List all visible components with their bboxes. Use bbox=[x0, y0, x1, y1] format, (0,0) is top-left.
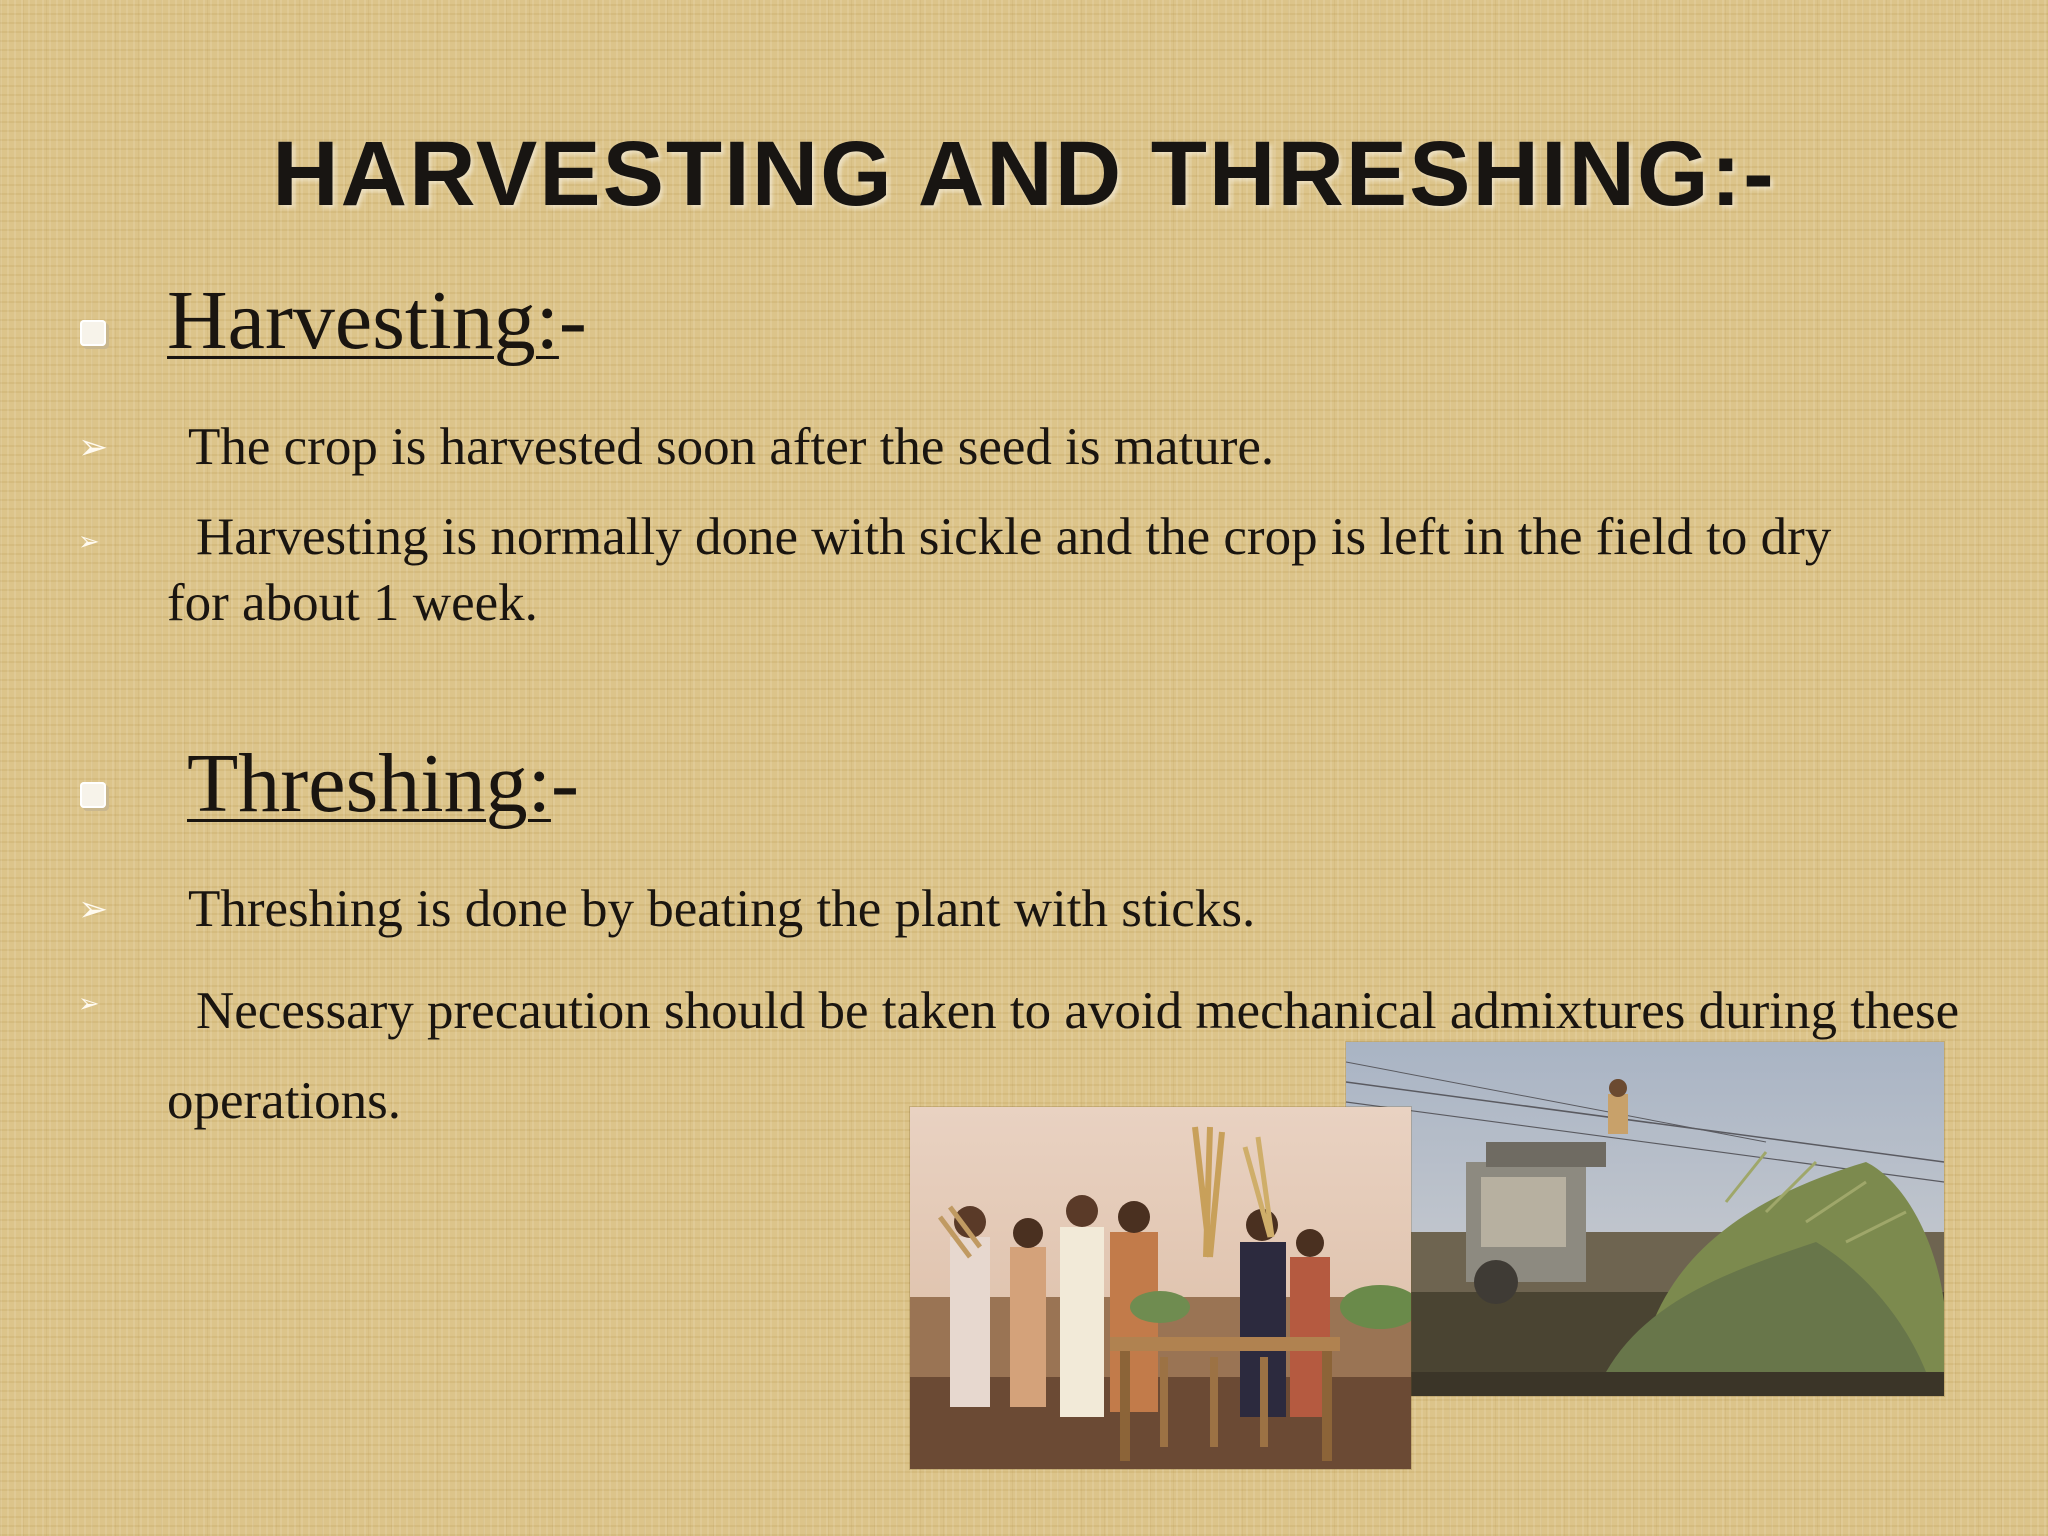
arrow-bullet-icon: ➢ bbox=[78, 989, 100, 1019]
harvesting-heading-label: Harvesting: bbox=[167, 274, 559, 367]
square-bullet-icon bbox=[80, 782, 106, 808]
slide-title: HARVESTING AND THRESHING:- bbox=[272, 123, 1776, 225]
threshing-heading-label: Threshing: bbox=[187, 737, 551, 830]
threshing-point-2: Necessary precaution should be taken to avoid mechanical admixtures during these operations. bbox=[167, 982, 1960, 1131]
harvesting-heading-suffix: - bbox=[558, 274, 587, 367]
square-bullet-icon bbox=[80, 320, 106, 346]
threshing-heading bbox=[187, 735, 579, 832]
women-threshing-photo bbox=[910, 1107, 1411, 1469]
threshing-heading-suffix: - bbox=[550, 737, 579, 830]
harvesting-point-1: The crop is harvested soon after the seed is mature. bbox=[188, 418, 1275, 476]
arrow-bullet-icon: ➢ bbox=[78, 889, 109, 930]
threshing-machine-photo bbox=[1346, 1042, 1944, 1396]
arrow-bullet-icon: ➢ bbox=[78, 527, 100, 557]
harvesting-heading bbox=[167, 272, 587, 369]
harvesting-point-2: Harvesting is normally done with sickle and the crop is left in the field to dry for about 1 week. bbox=[167, 508, 1832, 633]
threshing-point-1: Threshing is done by beating the plant with sticks. bbox=[188, 880, 1256, 938]
arrow-bullet-icon: ➢ bbox=[78, 427, 109, 468]
